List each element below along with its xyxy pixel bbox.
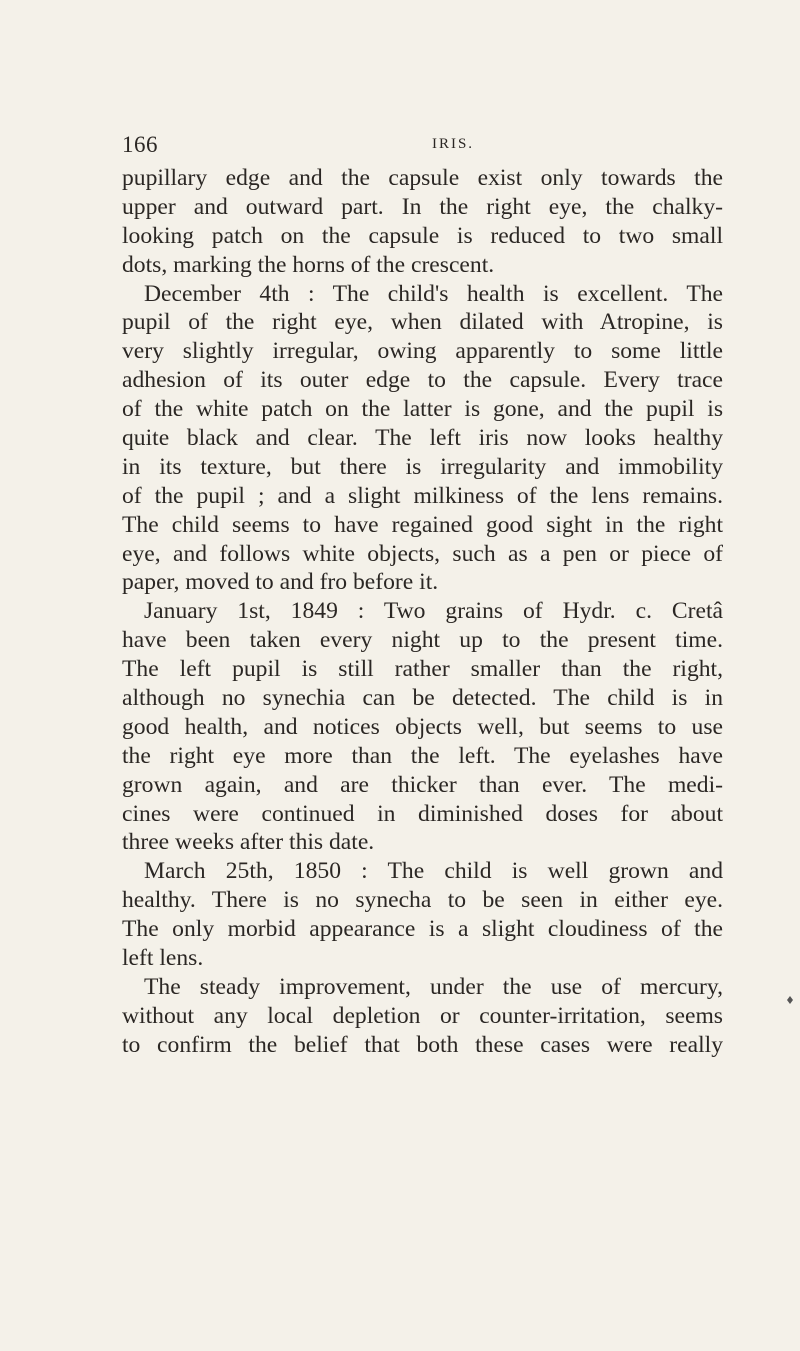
text-line: three weeks after this date. <box>122 829 375 856</box>
page-number: 166 <box>122 132 158 157</box>
text-line: good health, and notices objects well, but seems to use <box>122 713 723 740</box>
body-text <box>122 164 723 1060</box>
text-line: pupillary edge and the capsule exist only towards the <box>122 165 723 191</box>
text-line: without any local depletion or counter-irritation, seems <box>122 1002 723 1029</box>
text-line: dots, marking the horns of the crescent. <box>122 251 495 278</box>
text-line: of the pupil ; and a slight milkiness of the lens remains. <box>122 482 723 509</box>
text-line: upper and outward part. In the right eye, the chalky- <box>122 193 723 220</box>
text-line: of the white patch on the latter is gone, and the pupil is <box>122 396 723 423</box>
text-line: The left pupil is still rather smaller than the right, <box>122 656 723 683</box>
text-line: The only morbid appearance is a slight cloudiness of the <box>122 916 723 943</box>
text-line: pupil of the right eye, when dilated with Atropine, is <box>122 309 723 336</box>
text-line: grown again, and are thicker than ever. The medi- <box>122 771 723 798</box>
text-line: healthy. There is no synecha to be seen in either eye. <box>122 887 723 914</box>
text-line: left lens. <box>122 945 204 972</box>
text-line: adhesion of its outer edge to the capsule. Every trace <box>122 367 723 394</box>
text-line: looking patch on the capsule is reduced to two small <box>122 222 723 249</box>
page-header <box>122 132 722 162</box>
text-line: December 4th : The child's health is excellent. The <box>144 280 723 307</box>
text-line: quite black and clear. The left iris now looks healthy <box>122 425 723 452</box>
text-line: in its texture, but there is irregularity and immobility <box>122 453 723 480</box>
text-line: January 1st, 1849 : Two grains of Hydr. c. Cretâ <box>144 598 723 625</box>
text-line: although no synechia can be detected. The child is in <box>122 685 723 712</box>
text-line: paper, moved to and fro before it. <box>122 569 439 596</box>
text-line: The child seems to have regained good sight in the right <box>122 511 723 538</box>
text-line: very slightly irregular, owing apparently to some little <box>122 338 723 365</box>
text-line: eye, and follows white objects, such as a pen or piece of <box>122 540 723 567</box>
text-line: March 25th, 1850 : The child is well grown and <box>144 858 723 885</box>
text-line: The steady improvement, under the use of mercury, <box>144 973 723 1000</box>
text-line: cines were continued in diminished doses for about <box>122 800 723 827</box>
text-line: the right eye more than the left. The eyelashes have <box>122 742 723 769</box>
margin-mark <box>787 996 793 1004</box>
text-line: have been taken every night up to the present time. <box>122 627 723 654</box>
text-line: to confirm the belief that both these cases were really <box>122 1031 723 1058</box>
running-head: IRIS. <box>431 136 475 152</box>
